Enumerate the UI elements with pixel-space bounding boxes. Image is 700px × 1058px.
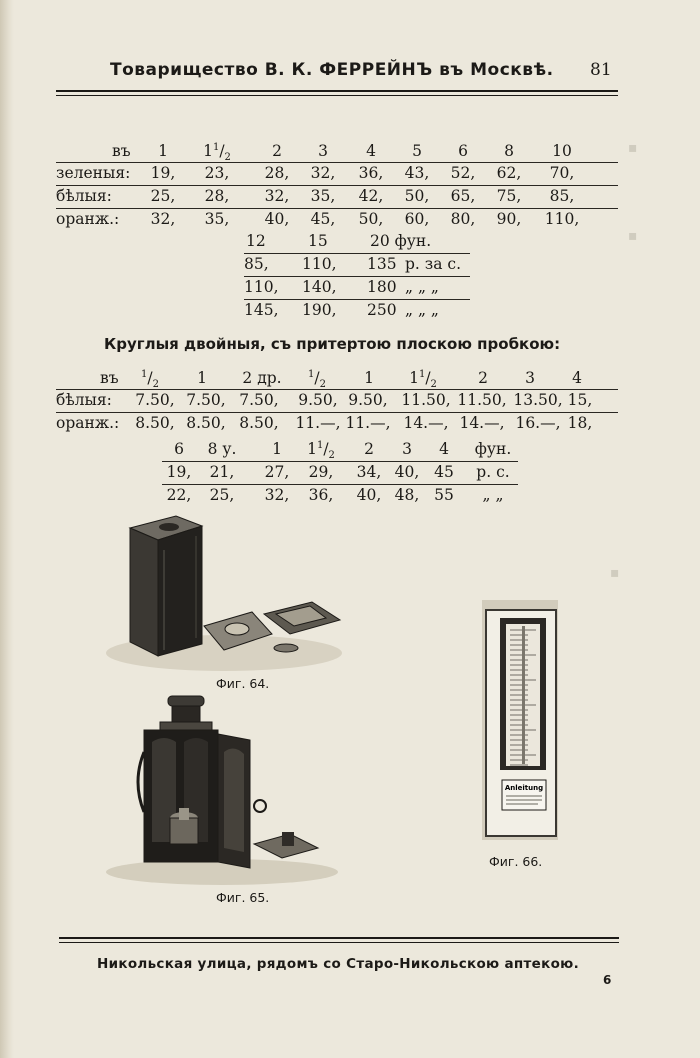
table3-price-cell: 8.50, bbox=[135, 414, 175, 432]
table3-price-cell: 16.—, bbox=[515, 414, 561, 432]
table2-price-cell: 110, bbox=[302, 255, 337, 273]
table4-price-cell: 48, bbox=[394, 486, 420, 504]
table2-rule bbox=[244, 276, 470, 277]
table1-price-cell: 32, bbox=[150, 210, 176, 228]
table1-price-cell: 50, bbox=[358, 210, 384, 228]
table3-size-header: 2 др. bbox=[242, 369, 282, 387]
table1-row-label: зеленыя: bbox=[56, 164, 131, 182]
footer-address: Никольская улица, рядомъ со Старо-Никольскою аптекою. bbox=[97, 956, 579, 972]
table2-head-cell: 20 фун. bbox=[370, 232, 432, 250]
table3-price-cell: 8.50, bbox=[239, 414, 279, 432]
table1-size-header: $1^1/_2$ bbox=[203, 142, 231, 163]
table1-price-cell: 19, bbox=[150, 164, 176, 182]
figure-65-illustration bbox=[104, 692, 344, 888]
table4-size-header: 1 bbox=[272, 440, 282, 458]
table1-rule bbox=[56, 162, 618, 163]
table3-size-header: 1 bbox=[364, 369, 374, 387]
section-heading: Круглыя двойныя, съ притертою плоскою пробкою: bbox=[104, 335, 561, 353]
table1-size-header: 8 bbox=[504, 142, 514, 160]
table1-price-cell: 35, bbox=[310, 187, 336, 205]
table3-rule bbox=[56, 389, 618, 390]
fig66-label: Anleitung bbox=[504, 784, 544, 792]
table4-price-cell: р. с. bbox=[476, 463, 510, 481]
table2-price-cell: 140, bbox=[302, 278, 337, 296]
table2-unit-cell: р. за с. bbox=[405, 255, 462, 273]
table1-price-cell: 32, bbox=[264, 187, 290, 205]
table4-price-cell: 36, bbox=[308, 486, 334, 504]
bleed-through-mark: ▪ bbox=[628, 228, 638, 244]
table1-rule bbox=[56, 208, 618, 209]
table1-head-label: въ bbox=[112, 142, 131, 160]
table3-price-cell: 7.50, bbox=[239, 391, 279, 409]
table1-price-cell: 32, bbox=[310, 164, 336, 182]
page-number: 81 bbox=[590, 60, 612, 80]
table3-price-cell: 7.50, bbox=[186, 391, 226, 409]
table3-price-cell: 14.—, bbox=[459, 414, 505, 432]
table4-price-cell: 32, bbox=[264, 486, 290, 504]
signature-mark: 6 bbox=[603, 973, 612, 987]
table2-price-cell: 190, bbox=[302, 301, 337, 319]
table1-price-cell: 42, bbox=[358, 187, 384, 205]
table1-price-cell: 110, bbox=[544, 210, 580, 228]
table3-price-cell: 11.50, bbox=[457, 391, 507, 409]
table3-rule bbox=[56, 412, 618, 413]
page-gutter-shadow bbox=[0, 0, 14, 1058]
table4-rule bbox=[162, 484, 518, 485]
page-header-title: Товарищество В. К. ФЕРРЕЙНЪ въ Москвѣ. bbox=[110, 60, 554, 80]
table1-size-header: 6 bbox=[458, 142, 468, 160]
table3-row-label: бѣлыя: bbox=[56, 391, 112, 409]
table2-price-cell: 250 bbox=[367, 301, 397, 319]
table4-price-cell: 19, bbox=[166, 463, 192, 481]
table1-size-header: 4 bbox=[366, 142, 376, 160]
table4-price-cell: 40, bbox=[394, 463, 420, 481]
thermometer-tube bbox=[522, 626, 525, 764]
table1-price-cell: 62, bbox=[496, 164, 522, 182]
table2-head-cell: 12 bbox=[246, 232, 266, 250]
table1-price-cell: 50, bbox=[404, 187, 430, 205]
table3-price-cell: 15, bbox=[567, 391, 593, 409]
table3-price-cell: 11.—, bbox=[295, 414, 341, 432]
table3-size-header: 3 bbox=[525, 369, 535, 387]
table1-price-cell: 52, bbox=[450, 164, 476, 182]
table1-price-cell: 80, bbox=[450, 210, 476, 228]
table4-size-header: фун. bbox=[474, 440, 512, 458]
table3-price-cell: 11.—, bbox=[345, 414, 391, 432]
table3-size-header: $1^1/_2$ bbox=[409, 369, 437, 390]
table1-size-header: 3 bbox=[318, 142, 328, 160]
table3-size-header: 4 bbox=[572, 369, 582, 387]
table4-size-header: 4 bbox=[439, 440, 449, 458]
table1-price-cell: 43, bbox=[404, 164, 430, 182]
table1-price-cell: 35, bbox=[204, 210, 230, 228]
table4-price-cell: 21, bbox=[209, 463, 235, 481]
header-rule bbox=[56, 90, 618, 96]
table3-price-cell: 8.50, bbox=[186, 414, 226, 432]
table1-rule bbox=[56, 185, 618, 186]
table4-size-header: $1^1/_2$ bbox=[307, 440, 335, 461]
table4-price-cell: 27, bbox=[264, 463, 290, 481]
table1-size-header: 5 bbox=[412, 142, 422, 160]
table3-row-label: оранж.: bbox=[56, 414, 120, 432]
footer-rule bbox=[59, 937, 619, 943]
table3-price-cell: 7.50, bbox=[135, 391, 175, 409]
table1-price-cell: 28, bbox=[264, 164, 290, 182]
table1-price-cell: 75, bbox=[496, 187, 522, 205]
table2-head-cell: 15 bbox=[308, 232, 328, 250]
table1-price-cell: 45, bbox=[310, 210, 336, 228]
table1-row-label: оранж.: bbox=[56, 210, 120, 228]
table2-price-cell: 135 bbox=[367, 255, 397, 273]
table4-price-cell: 22, bbox=[166, 486, 192, 504]
table1-price-cell: 40, bbox=[264, 210, 290, 228]
table3-price-cell: 11.50, bbox=[401, 391, 451, 409]
bleed-through-mark: ▪ bbox=[610, 565, 620, 581]
figure-64-caption: Фиг. 64. bbox=[216, 676, 270, 691]
table2-price-cell: 85, bbox=[244, 255, 269, 273]
table3-size-header: 2 bbox=[478, 369, 488, 387]
table1-price-cell: 85, bbox=[549, 187, 575, 205]
figure-66-caption: Фиг. 66. bbox=[489, 854, 543, 869]
table4-price-cell: 40, bbox=[356, 486, 382, 504]
table4-size-header: 3 bbox=[402, 440, 412, 458]
table1-size-header: 10 bbox=[552, 142, 572, 160]
table2-rule bbox=[244, 299, 470, 300]
table2-price-cell: 145, bbox=[244, 301, 279, 319]
table1-price-cell: 60, bbox=[404, 210, 430, 228]
figure-66-illustration bbox=[480, 598, 560, 842]
table1-price-cell: 23, bbox=[204, 164, 230, 182]
table4-price-cell: 25, bbox=[209, 486, 235, 504]
figure-64-illustration bbox=[104, 510, 349, 675]
table1-price-cell: 90, bbox=[496, 210, 522, 228]
table4-size-header: 8 у. bbox=[207, 440, 237, 458]
table1-price-cell: 36, bbox=[358, 164, 384, 182]
bleed-through-mark: ▪ bbox=[628, 140, 638, 156]
table3-size-header: $^1/_2$ bbox=[308, 369, 326, 390]
table2-price-cell: 110, bbox=[244, 278, 279, 296]
table1-price-cell: 70, bbox=[549, 164, 575, 182]
table2-unit-cell: „ „ „ bbox=[405, 301, 439, 319]
table1-size-header: 1 bbox=[158, 142, 168, 160]
table4-price-cell: 55 bbox=[434, 486, 454, 504]
table1-price-cell: 28, bbox=[204, 187, 230, 205]
table3-price-cell: 13.50, bbox=[513, 391, 563, 409]
table2-price-cell: 180 bbox=[367, 278, 397, 296]
table3-size-header: $^1/_2$ bbox=[141, 369, 159, 390]
table1-price-cell: 65, bbox=[450, 187, 476, 205]
figure-65-caption: Фиг. 65. bbox=[216, 890, 270, 905]
table4-price-cell: 34, bbox=[356, 463, 382, 481]
table3-price-cell: 14.—, bbox=[403, 414, 449, 432]
table3-size-header: 1 bbox=[197, 369, 207, 387]
table3-price-cell: 9.50, bbox=[348, 391, 388, 409]
table4-price-cell: 29, bbox=[308, 463, 334, 481]
table3-head-label: въ bbox=[100, 369, 119, 387]
table2-rule bbox=[244, 253, 470, 254]
table3-price-cell: 9.50, bbox=[298, 391, 338, 409]
table4-price-cell: 45 bbox=[434, 463, 454, 481]
table4-rule bbox=[162, 461, 518, 462]
table1-size-header: 2 bbox=[272, 142, 282, 160]
table1-price-cell: 25, bbox=[150, 187, 176, 205]
table4-price-cell: „ „ bbox=[482, 486, 504, 504]
table1-row-label: бѣлыя: bbox=[56, 187, 112, 205]
table4-size-header: 2 bbox=[364, 440, 374, 458]
table2-unit-cell: „ „ „ bbox=[405, 278, 439, 296]
table3-price-cell: 18, bbox=[567, 414, 593, 432]
table4-size-header: 6 bbox=[174, 440, 184, 458]
